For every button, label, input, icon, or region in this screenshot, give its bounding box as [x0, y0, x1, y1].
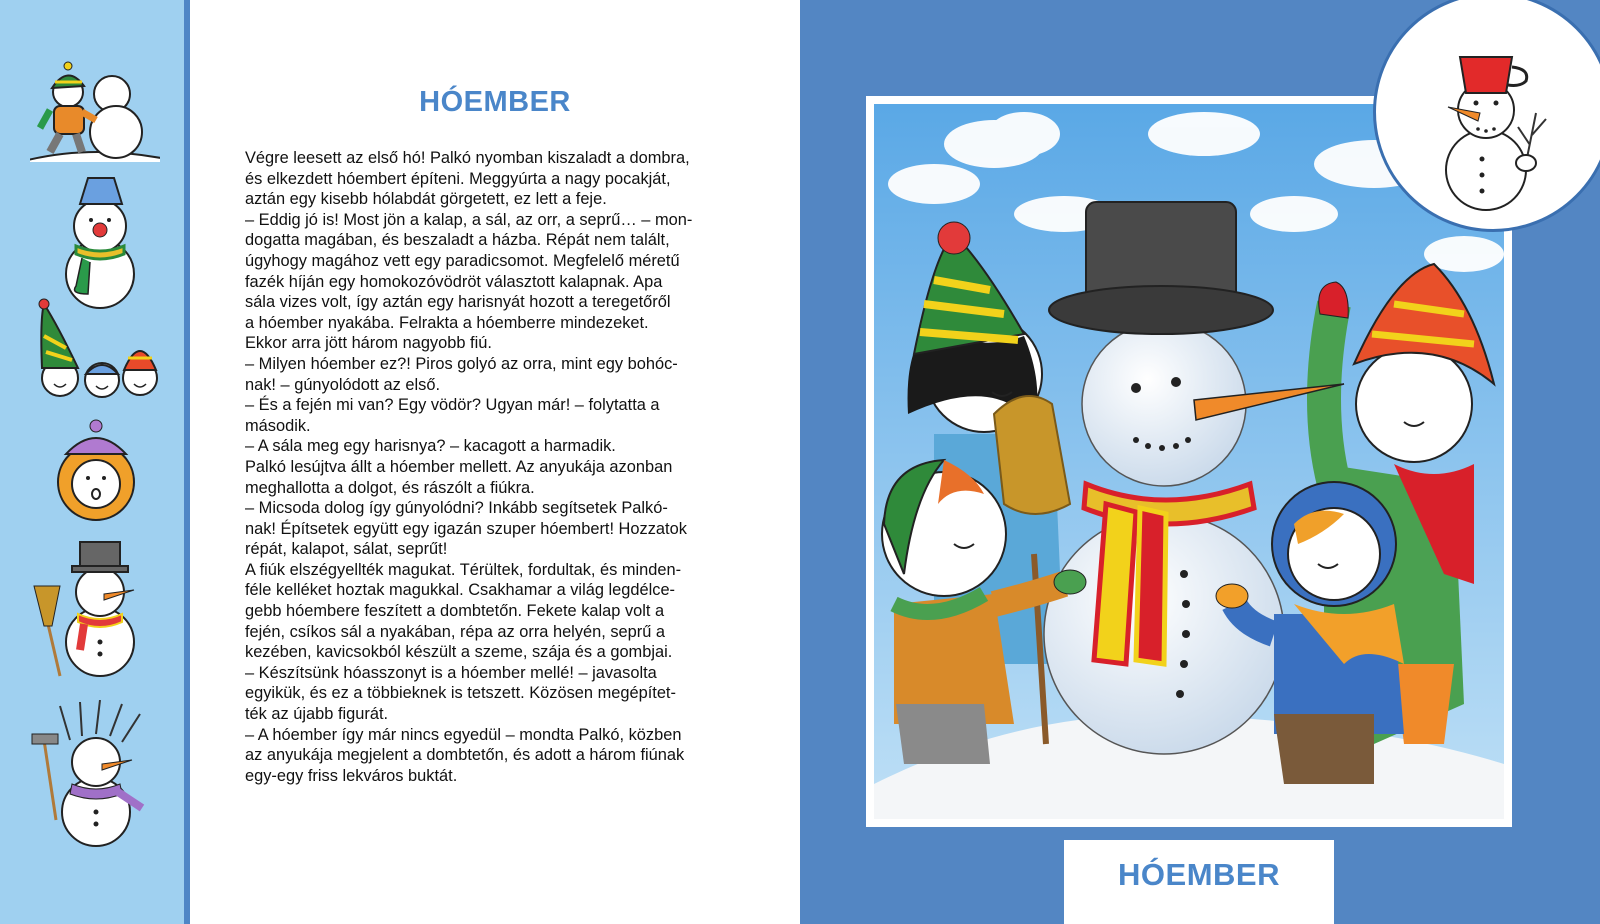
- curly-haired-mother-icon: [30, 412, 160, 524]
- story-body: [245, 148, 737, 786]
- cover-page: [800, 0, 1600, 924]
- decorative-strip: [0, 0, 190, 924]
- story-line: – Micsoda dolog így gúnyolódni? Inkább segítsetek Palkó-: [245, 499, 668, 518]
- story-line: fazék híján egy homokozóvödröt választott kalapnak. Apa: [245, 272, 663, 291]
- story-line: az anyukája megjelent a dombtetőn, és adott a három fiúnak: [245, 746, 685, 765]
- story-line: sála vizes volt, így aztán egy harisnyát hozott a teregetőről: [245, 293, 671, 312]
- story-line: nak! – gúnyolódott az első.: [245, 375, 440, 394]
- story-line: – Készítsünk hóasszonyt is a hóember mellé! – javasolta: [245, 663, 657, 682]
- story-line: meghallotta a dolgot, és rászólt a fiúkra.: [245, 478, 535, 497]
- cover-title-box: [1064, 840, 1334, 924]
- story-line: Végre leesett az első hó! Palkó nyomban kiszaladt a dombra,: [245, 149, 690, 167]
- story-line: és elkezdett hóembert építeni. Meggyúrta a nagy pocakját,: [245, 169, 671, 188]
- story-line: dogatta magában, és beszaladt a házba. Répát nem talált,: [245, 231, 670, 250]
- cover-title: HÓEMBER: [1118, 857, 1280, 892]
- story-line: nak! Építsetek együtt egy igazán szuper hóembert! Hozzatok: [245, 519, 687, 538]
- cup-hat-snowman-icon: [1376, 0, 1600, 232]
- story-line: féle kelléket hoztak magukkal. Csakhamar a világ legdélce-: [245, 581, 676, 600]
- story-line: – Milyen hóember ez?! Piros golyó az orra, mint egy bohóc-: [245, 354, 678, 373]
- story-line: gebb hóembere feszített a dombtetőn. Fekete kalap volt a: [245, 602, 665, 621]
- story-line: – És a fején mi van? Egy vödör? Ugyan már! – folytatta a: [245, 396, 660, 415]
- story-line: úgyhogy magához vett egy paradicsomot. Megfelelő méretű: [245, 251, 680, 270]
- story-line: második.: [245, 416, 311, 435]
- story-line: – Eddig jó is! Most jön a kalap, a sál, az orr, a seprű… – mon-: [245, 210, 693, 229]
- snowwoman-icon: [30, 700, 160, 850]
- story-line: – A hóember így már nincs egyedül – mondta Palkó, közben: [245, 725, 682, 744]
- story-line: kezében, kavicsokból készült a szeme, szája és a gombjai.: [245, 643, 673, 662]
- story-line: ték az újabb figurát.: [245, 705, 389, 724]
- snowman-illustration: [866, 96, 1512, 827]
- story-line: aztán egy kisebb hólabdát görgetett, ez lett a feje.: [245, 190, 607, 209]
- story-line: fején, csíkos sál a nyakában, répa az orra helyén, seprű a: [245, 622, 666, 641]
- story-line: A fiúk elszégyellték magukat. Térültek, fordultak, és minden-: [245, 560, 682, 579]
- top-hat-snowman-icon: [30, 538, 160, 680]
- story-page: [190, 0, 800, 924]
- story-line: Palkó lesújtva állt a hóember mellett. Az anyukája azonban: [245, 457, 673, 476]
- story-line: – A sála meg egy harisnya? – kacagott a harmadik.: [245, 437, 616, 456]
- story-line: Ekkor arra jött három nagyobb fiú.: [245, 334, 492, 353]
- story-line: a hóember nyakába. Felrakta a hóemberre mindezeket.: [245, 313, 649, 332]
- story-line: egy-egy friss lekváros buktát.: [245, 766, 458, 785]
- bucket-hat-snowman-icon: [30, 174, 160, 312]
- three-boys-faces-icon: [30, 296, 160, 406]
- story-line: répát, kalapot, sálat, seprűt!: [245, 540, 448, 559]
- story-line: egyikük, és ez a többieknek is tetszett. Közösen megépítet-: [245, 684, 676, 703]
- story-title: HÓEMBER: [419, 86, 571, 118]
- boy-rolling-snowball-icon: [30, 54, 160, 166]
